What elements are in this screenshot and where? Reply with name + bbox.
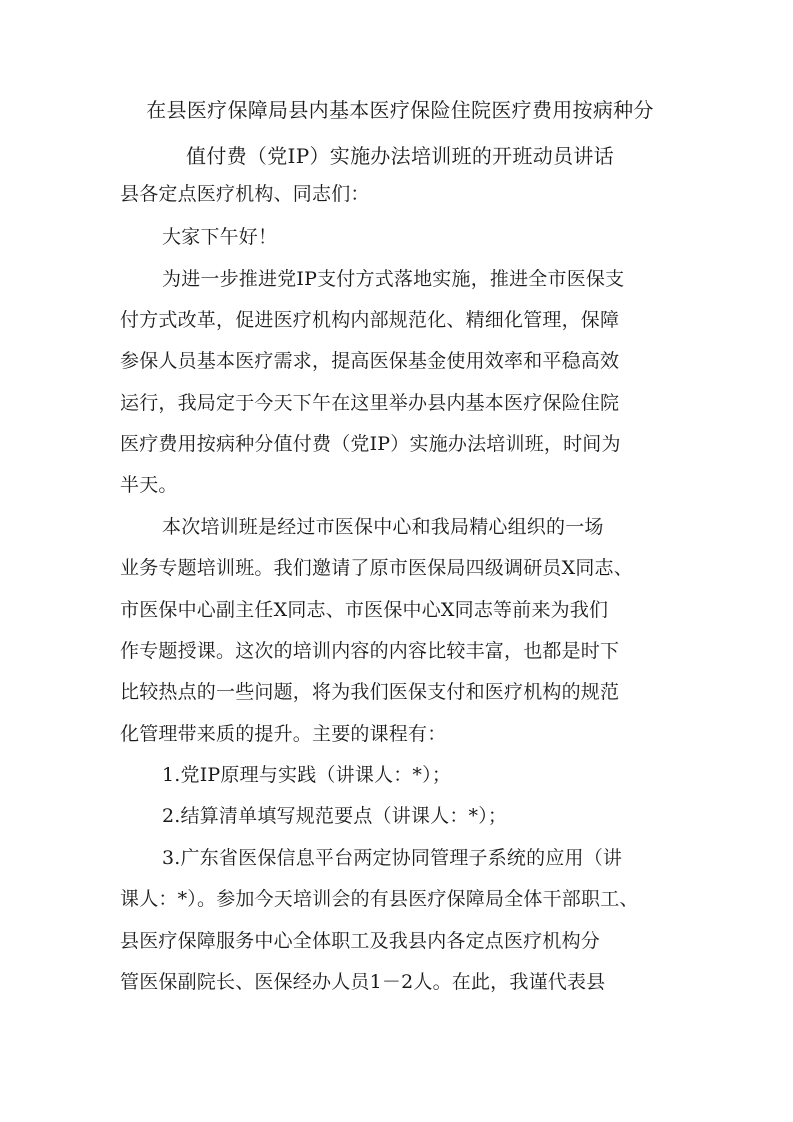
paragraph-line: 医疗费用按病种分值付费（党IP）实施办法培训班，时间为: [120, 433, 621, 455]
paragraph-line: 业务专题培训班。我们邀请了原市医保局四级调研员X同志、: [120, 557, 633, 579]
document-title-line-1: 在县医疗保障局县内基本医疗保险住院医疗费用按病种分: [146, 98, 654, 122]
paragraph-line: 比较热点的一些问题，将为我们医保支付和医疗机构的规范: [120, 681, 620, 703]
paragraph-line: 管医保副院长、医保经办人员1－2人。在此，我谨代表县: [120, 971, 606, 993]
greeting: 大家下午好！: [162, 226, 278, 248]
salutation: 县各定点医疗机构、同志们：: [120, 183, 370, 205]
paragraph-line: 付方式改革，促进医疗机构内部规范化、精细化管理，保障: [120, 309, 620, 331]
course-item-1: 1.党IP原理与实践（讲课人：*）；: [162, 764, 452, 786]
course-item-3: 3.广东省医保信息平台两定协同管理子系统的应用（讲: [162, 847, 623, 869]
course-item-2: 2.结算清单填写规范要点（讲课人：*）；: [162, 805, 508, 827]
paragraph-line: 市医保中心副主任X同志、市医保中心X同志等前来为我们: [120, 599, 609, 621]
paragraph-line: 半天。: [120, 474, 178, 496]
paragraph-line: 运行，我局定于今天下午在这里举办县内基本医疗保险住院: [120, 392, 620, 414]
paragraph-line: 参保人员基本医疗需求，提高医保基金使用效率和平稳高效: [120, 350, 620, 372]
paragraph-line: 课人：*）。参加今天培训会的有县医疗保障局全体干部职工、: [120, 888, 639, 910]
paragraph-line: 化管理带来质的提升。主要的课程有：: [120, 723, 447, 745]
document-title-line-2: 值付费（党IP）实施办法培训班的开班动员讲话: [186, 144, 614, 168]
paragraph-line: 为进一步推进党IP支付方式落地实施，推进全市医保支: [162, 268, 625, 290]
paragraph-line: 本次培训班是经过市医保中心和我局精心组织的一场: [162, 516, 604, 538]
paragraph-line: 作专题授课。这次的培训内容的内容比较丰富，也都是时下: [120, 640, 620, 662]
paragraph-line: 县医疗保障服务中心全体职工及我县内各定点医疗机构分: [120, 930, 601, 952]
